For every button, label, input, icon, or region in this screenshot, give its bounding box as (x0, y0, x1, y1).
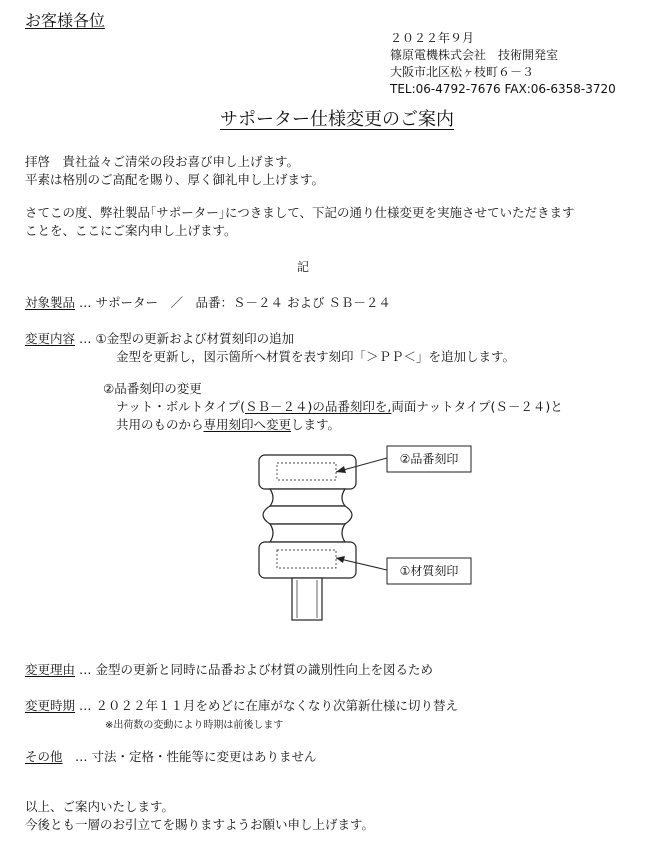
item2-desc-part-c: )の品番刻印を, (307, 399, 392, 414)
greeting-line-1: 拝啓 貴社益々ご清栄の段お喜び申し上げます。 (25, 154, 300, 169)
material-marking-area (277, 550, 336, 568)
date: ２０２２年９月 (390, 31, 475, 45)
change-label: 変更内容 (25, 331, 76, 346)
change-item2-desc (116, 398, 563, 416)
target-text: サポーター ／ 品番：Ｓ－２４ および ＳＢ－２４ (95, 295, 391, 310)
timing-text: ２０２２年１１月をめどに在庫がなくなり次第新仕様に切り替え (95, 698, 458, 713)
contact: TEL:06-4792-7676 FAX:06-6358-3720 (390, 82, 616, 96)
item2-desc2-part-a: 共用のものから (116, 417, 204, 432)
intro-line-2: ことを、ここにご案内申し上げます。 (25, 223, 237, 238)
change-reason (25, 661, 433, 679)
timing-label: 変更時期 (25, 698, 76, 713)
timing-note: ※出荷数の変動により時期は前後します (105, 720, 284, 731)
item2-desc-part-a: ナット・ボルトタイプ( (116, 399, 246, 414)
supporter-diagram (230, 440, 490, 640)
change-item2-desc2 (116, 416, 340, 434)
other-label: その他 (25, 749, 63, 764)
upper-neck-shape (270, 489, 345, 506)
sender-block (390, 30, 616, 98)
middle-ring-shape (263, 506, 352, 524)
change-item2-title: ②品番刻印の変更 (103, 381, 202, 396)
target-product (25, 294, 391, 312)
intro-line-1: さてこの度、弊社製品｢サポーター｣につきまして、下記の通り仕様変更を実施させていただきます (25, 205, 575, 220)
lower-neck-shape (270, 524, 345, 542)
change-content (25, 330, 294, 348)
callout-top-text: ②品番刻印 (399, 452, 459, 466)
closing-line-1: 以上、ご案内いたします。 (25, 799, 175, 814)
greeting-line-2: 平素は格別のご高配を賜り、厚く御礼申し上げます。 (25, 172, 325, 187)
item2-desc2-part-c: します。 (291, 417, 341, 432)
ki-heading: 記 (297, 260, 310, 274)
part-number-marking-area (277, 463, 336, 480)
address: 大阪市北区松ヶ枝町６－３ (390, 65, 535, 79)
target-label: 対象製品 (25, 295, 76, 310)
timing-dots: … (75, 698, 96, 713)
item2-desc-part-d: 両面ナットタイプ(Ｓ－２４)と (391, 399, 563, 414)
other-notes (25, 748, 317, 766)
change-item1-desc: 金型を更新し，図示箇所へ材質を表す刻印「＞ＰＰ＜」を追加します。 (116, 349, 516, 364)
company-name: 篠原電機株式会社 技術開発室 (390, 48, 559, 62)
other-text: 寸法・定格・性能等に変更はありません (91, 749, 317, 764)
change-timing (25, 697, 458, 715)
greeting (25, 153, 324, 189)
salutation: お客様各位 (25, 11, 106, 30)
closing (25, 798, 374, 834)
target-dots: … (75, 295, 96, 310)
item2-desc-part-b: ＳＢ－２４ (245, 399, 308, 414)
page-title: サポーター仕様変更のご案内 (220, 109, 454, 130)
change-item1-title: ①金型の更新および材質刻印の追加 (95, 331, 295, 346)
closing-line-2: 今後とも一層のお引立てを賜りますようお願い申し上げます。 (25, 817, 375, 832)
reason-dots: … (75, 662, 96, 677)
item2-desc2-part-b: 専用刻印へ変更 (203, 417, 292, 432)
change-dots: … (75, 331, 96, 346)
reason-text: 金型の更新と同時に品番および材質の識別性向上を図るため (95, 662, 433, 677)
intro (25, 204, 575, 240)
bolt-shape (292, 578, 322, 620)
other-dots: … (62, 749, 92, 764)
reason-label: 変更理由 (25, 662, 76, 677)
callout-bottom-text: ①材質刻印 (399, 564, 459, 578)
